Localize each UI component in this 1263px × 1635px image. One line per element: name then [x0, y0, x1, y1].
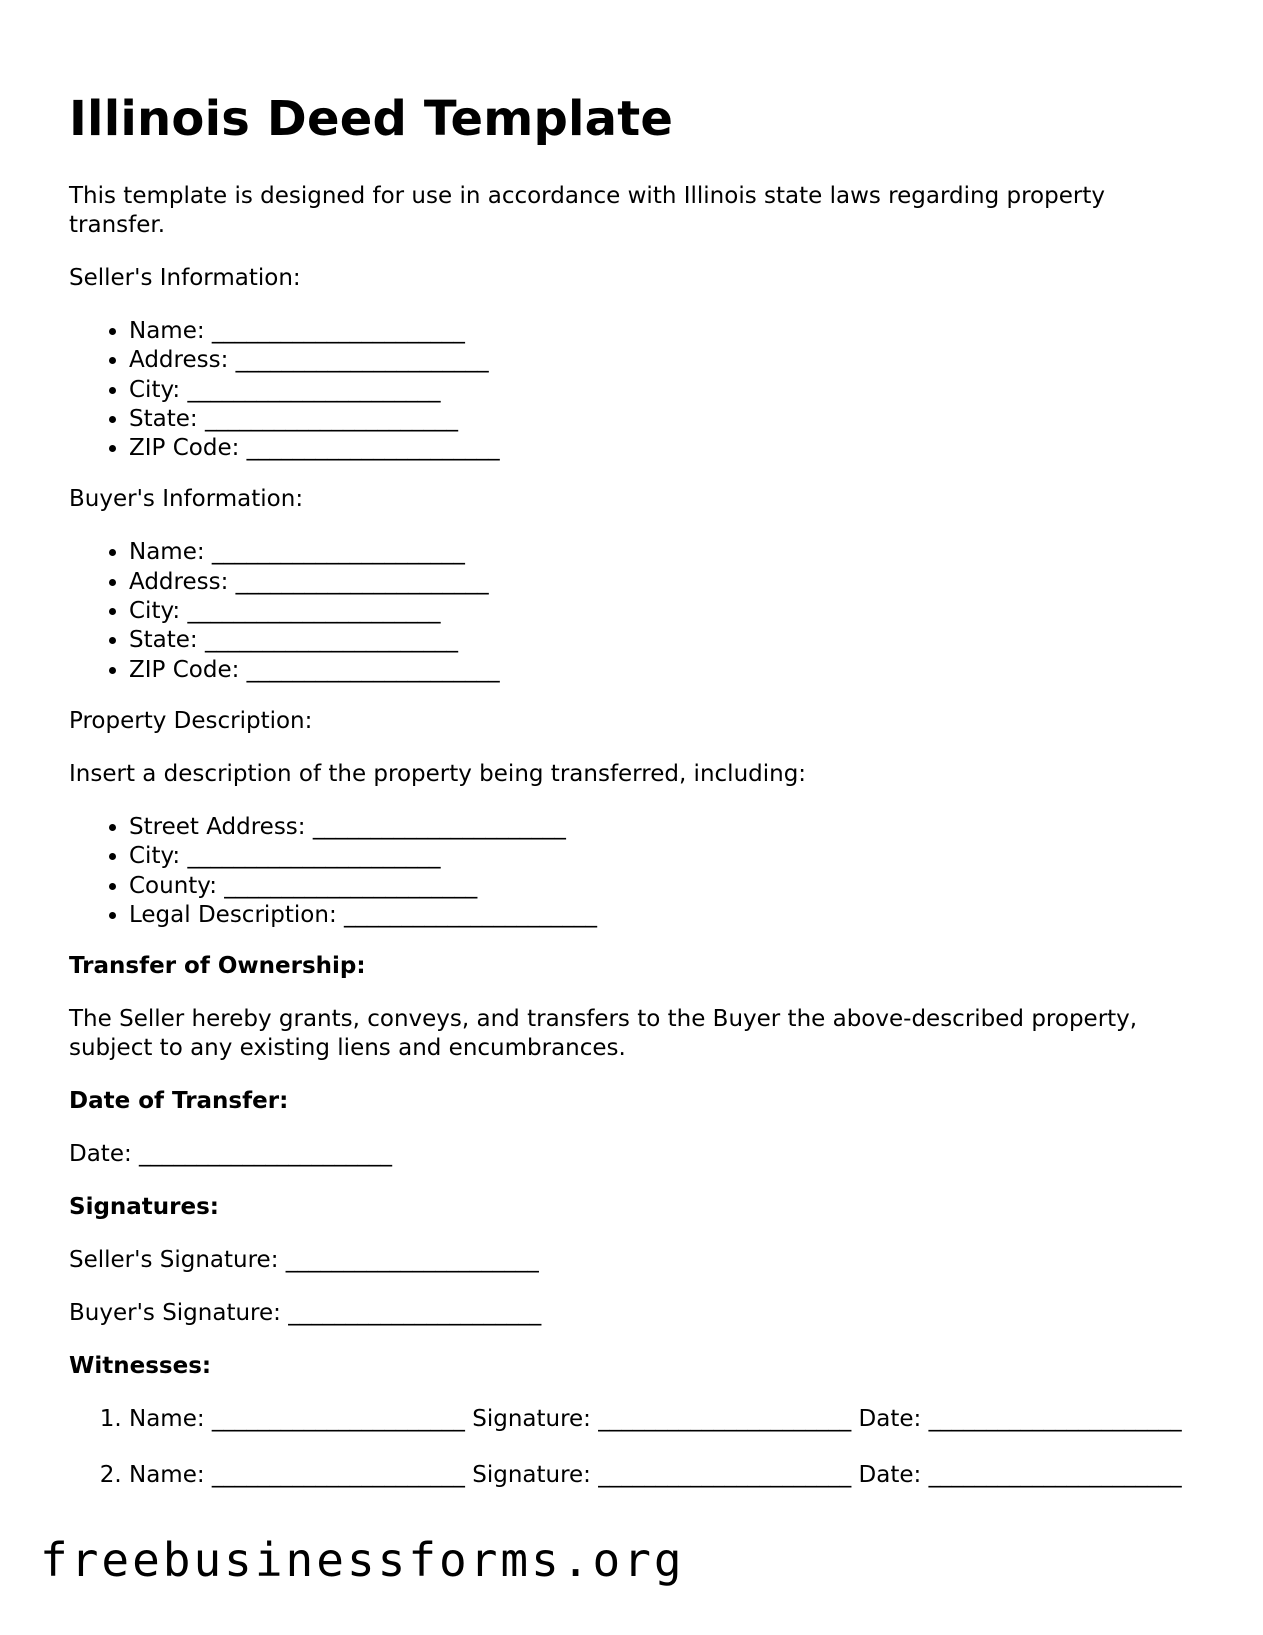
- transfer-text: The Seller hereby grants, conveys, and transfers to the Buyer the above-described property, subject to any existing liens and encumbrances.: [69, 1006, 1138, 1062]
- buyer-address-field: • Address: ______________________: [129, 568, 1199, 597]
- seller-signature-line: Seller's Signature: ______________________: [69, 1247, 539, 1274]
- document-page: [69, 84, 1199, 1512]
- property-county-field: • County: ______________________: [129, 872, 1199, 901]
- property-heading: Property Description:: [69, 707, 313, 734]
- watermark-logo: freebusinessforms.org: [40, 1533, 685, 1587]
- seller-state-field: • State: ______________________: [129, 405, 1199, 434]
- date-of-transfer-heading: Date of Transfer:: [69, 1088, 289, 1115]
- witnesses-heading: Witnesses:: [69, 1353, 212, 1380]
- property-street-field: • Street Address: ______________________: [129, 813, 1199, 842]
- witnesses-list: [69, 1405, 1199, 1490]
- witness-item: 1. Name: ______________________ Signature: ______________________ Date: ______________________: [129, 1405, 1199, 1434]
- buyer-state-field: • State: ______________________: [129, 626, 1199, 655]
- date-of-transfer-line: Date: ______________________: [69, 1141, 393, 1168]
- buyer-city-field: • City: ______________________: [129, 597, 1199, 626]
- buyer-zip-field: • ZIP Code: ______________________: [129, 656, 1199, 685]
- seller-heading: Seller's Information:: [69, 265, 301, 291]
- seller-address-field: • Address: ______________________: [129, 346, 1199, 375]
- property-legal-description-field: • Legal Description: ______________________: [129, 901, 1199, 930]
- property-city-field: • City: ______________________: [129, 842, 1199, 871]
- property-instruction: Insert a description of the property being transferred, including:: [69, 760, 807, 787]
- intro-paragraph: This template is designed for use in accordance with Illinois state laws regarding property transfer.: [69, 183, 1105, 238]
- buyer-name-field: • Name: ______________________: [129, 538, 1199, 567]
- witness-item: 2. Name: ______________________ Signature: ______________________ Date: ______________________: [129, 1461, 1199, 1490]
- buyer-fields-list: [69, 538, 1199, 684]
- property-fields-list: [69, 813, 1199, 930]
- buyer-heading: Buyer's Information:: [69, 486, 304, 513]
- signatures-heading: Signatures:: [69, 1194, 220, 1221]
- document-title: Illinois Deed Template: [69, 91, 674, 147]
- buyer-signature-line: Buyer's Signature: ______________________: [69, 1300, 542, 1327]
- seller-city-field: • City: ______________________: [129, 376, 1199, 405]
- seller-zip-field: • ZIP Code: ______________________: [129, 434, 1199, 463]
- seller-name-field: • Name: ______________________: [129, 317, 1199, 346]
- seller-fields-list: [69, 317, 1199, 463]
- transfer-heading: Transfer of Ownership:: [69, 953, 366, 980]
